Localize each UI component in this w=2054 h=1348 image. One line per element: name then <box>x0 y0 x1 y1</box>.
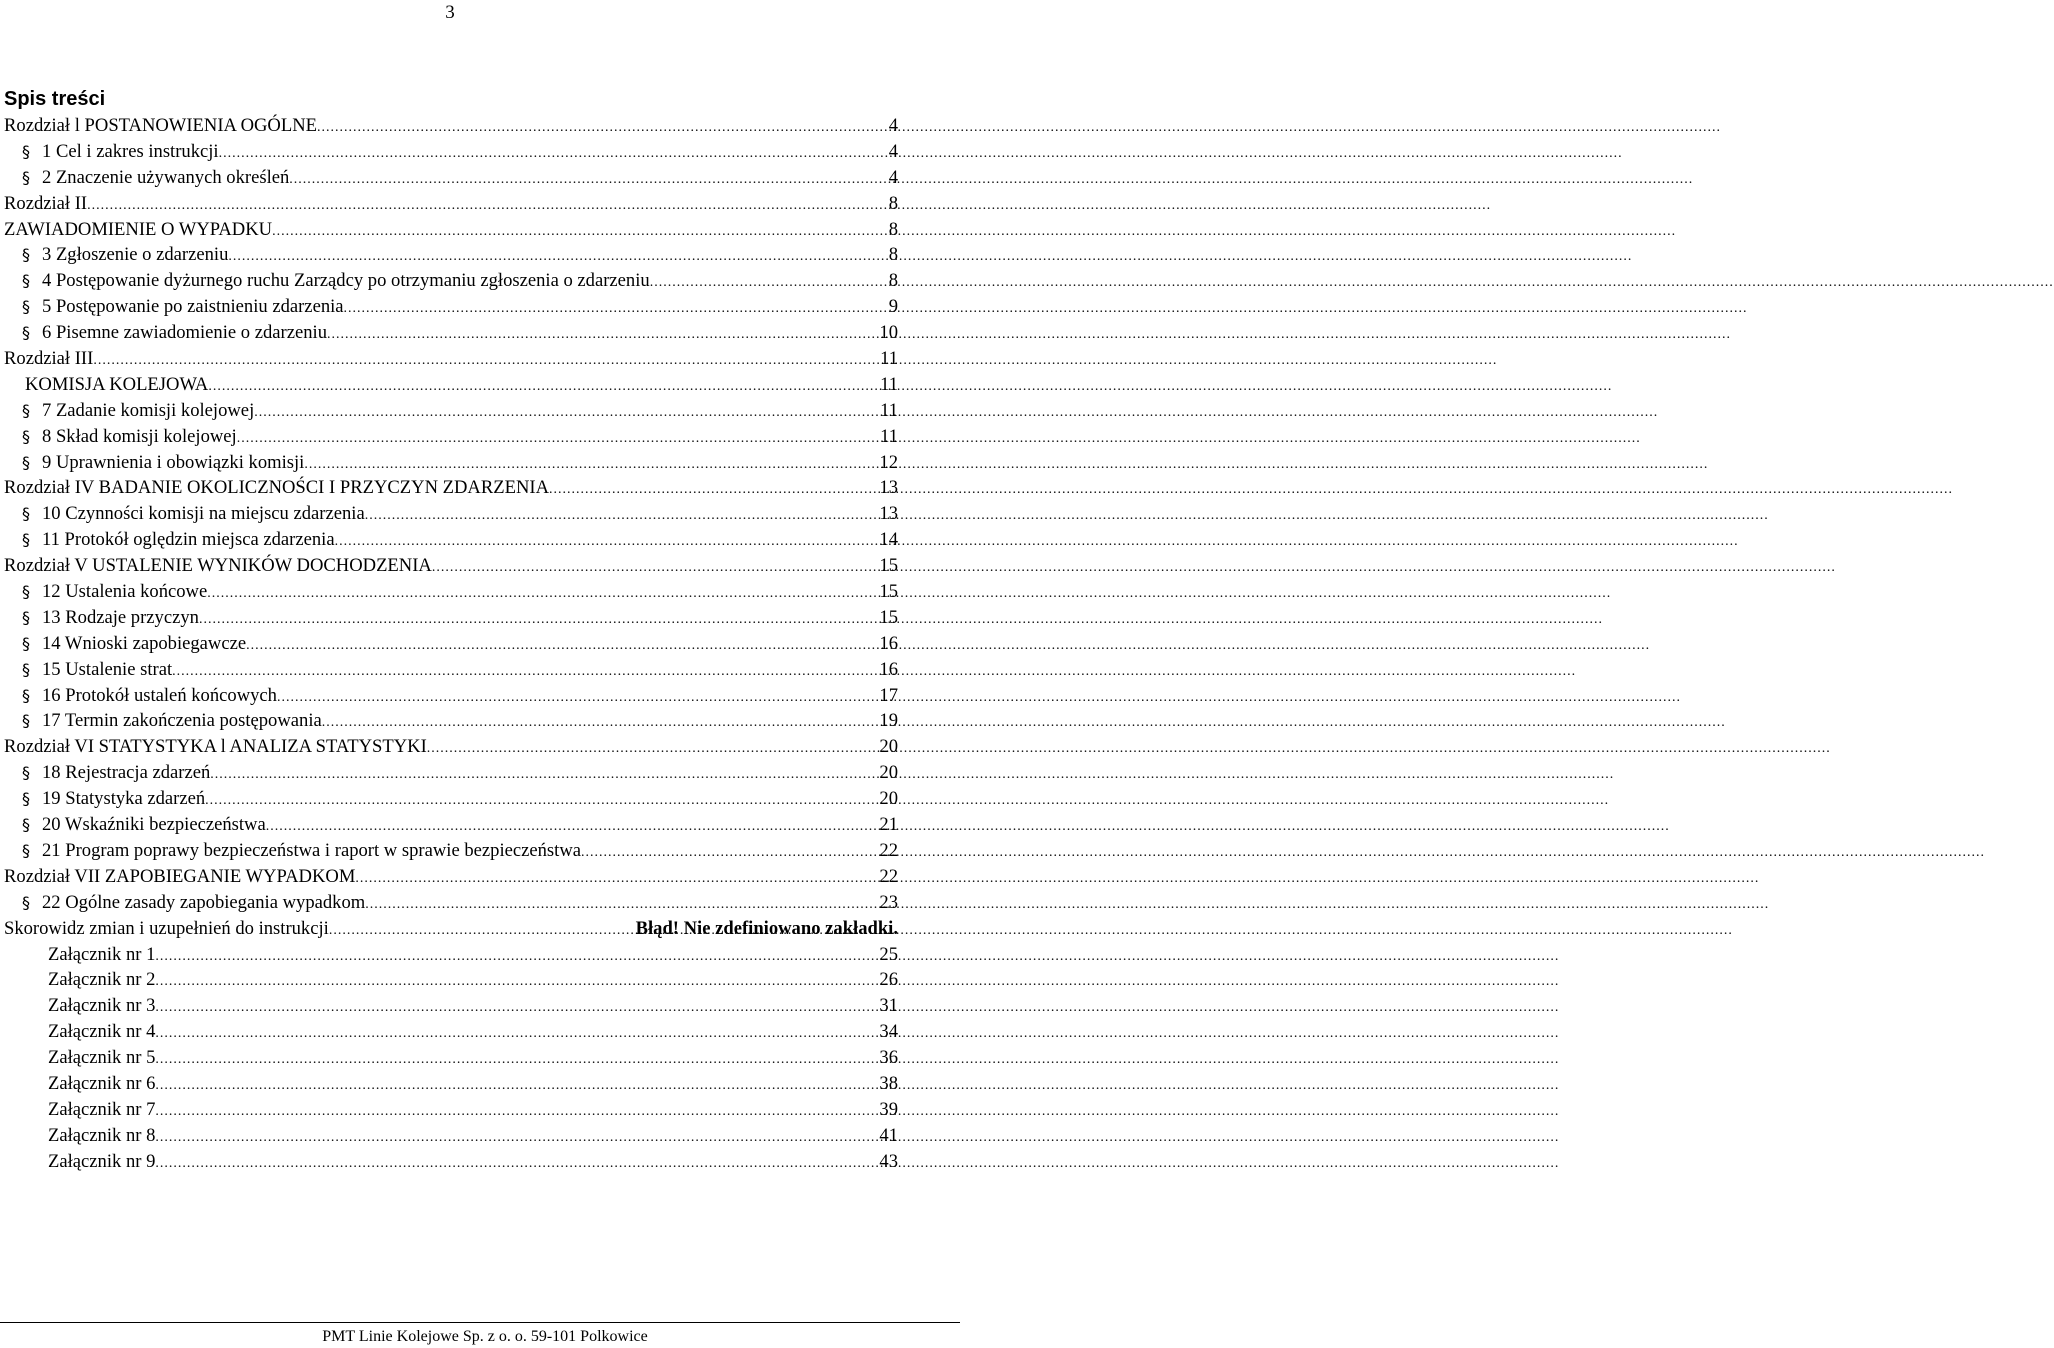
toc-entry-page: 22 <box>879 865 898 887</box>
section-sign-icon: § <box>22 167 30 187</box>
dot-leader <box>289 167 885 193</box>
dot-leader <box>365 892 876 918</box>
toc-entry-label: Rozdział VI STATYSTYKA l ANALIZA STATYSTYKI <box>4 736 427 758</box>
toc-entry-page: 10 <box>879 322 898 344</box>
table-of-contents <box>4 113 898 1175</box>
toc-entry-label: 14 Wnioski zapobiegawcze <box>42 632 247 654</box>
toc-entry-label: Załącznik nr 9 <box>48 1150 156 1172</box>
toc-entry-page: 12 <box>879 451 898 473</box>
toc-section-link[interactable] <box>4 527 898 553</box>
toc-entry-label: Załącznik nr 1 <box>48 943 156 965</box>
dot-leader <box>329 918 633 944</box>
footer-divider <box>0 1322 960 1323</box>
toc-appendix-link[interactable] <box>4 1097 898 1123</box>
toc-entry-label: ZAWIADOMIENIE O WYPADKU <box>4 218 273 240</box>
toc-entry-label: Załącznik nr 3 <box>48 995 156 1017</box>
toc-entry-label: 7 Zadanie komisji kolejowej <box>42 399 255 421</box>
dot-leader <box>365 503 877 529</box>
dot-leader <box>155 1151 876 1177</box>
toc-entry-page: 11 <box>880 425 898 447</box>
toc-chapter-link[interactable] <box>4 191 898 217</box>
toc-entry-page: 8 <box>888 218 898 240</box>
dot-leader <box>208 374 877 400</box>
dot-leader <box>327 322 876 348</box>
dot-leader <box>277 685 876 711</box>
toc-entry-label: Załącznik nr 7 <box>48 1098 156 1120</box>
section-sign-icon: § <box>22 685 30 705</box>
dot-leader <box>155 1099 876 1125</box>
toc-section-link[interactable] <box>4 890 898 916</box>
toc-entry-page: 11 <box>880 348 898 370</box>
toc-entry-page: 41 <box>879 1124 898 1146</box>
toc-entry-label: KOMISJA KOLEJOWA <box>25 373 209 395</box>
dot-leader <box>155 969 876 995</box>
toc-entry-page: 23 <box>879 891 898 913</box>
toc-entry-page: 8 <box>888 244 898 266</box>
toc-entry-page: 16 <box>879 632 898 654</box>
toc-chapter-link[interactable] <box>4 734 898 760</box>
section-sign-icon: § <box>22 633 30 653</box>
toc-entry-page: 15 <box>879 555 898 577</box>
toc-section-link[interactable] <box>4 424 898 450</box>
toc-entry-label: 6 Pisemne zawiadomienie o zdarzeniu <box>42 322 327 344</box>
dot-leader <box>272 219 886 245</box>
toc-entry-label: 2 Znaczenie używanych określeń <box>42 166 290 188</box>
toc-entry-label: Załącznik nr 2 <box>48 969 156 991</box>
toc-appendix-link[interactable] <box>4 1045 898 1071</box>
toc-entry-label: Rozdział l POSTANOWIENIA OGÓLNE <box>4 115 318 136</box>
section-sign-icon: § <box>22 763 30 783</box>
toc-entry-page: 15 <box>879 581 898 603</box>
toc-entry-label: 5 Postępowanie po zaistnieniu zdarzenia <box>42 296 344 318</box>
section-sign-icon: § <box>22 245 30 265</box>
dot-leader <box>427 736 877 762</box>
toc-entry-page: 26 <box>879 969 898 991</box>
toc-section-link[interactable] <box>4 139 898 165</box>
toc-entry-label: 8 Skład komisji kolejowej <box>42 425 237 447</box>
toc-entry-page: 25 <box>879 943 898 965</box>
section-sign-icon: § <box>22 892 30 912</box>
toc-section-link[interactable] <box>4 398 898 424</box>
toc-appendix-link[interactable] <box>4 1123 898 1149</box>
toc-entry-label: Skorowidz zmian i uzupełnień do instrukcji <box>4 917 329 939</box>
toc-entry-page: 38 <box>879 1072 898 1094</box>
dot-leader <box>581 840 876 866</box>
toc-entry-page: 20 <box>879 788 898 810</box>
dot-leader <box>237 426 877 452</box>
section-sign-icon: § <box>22 840 30 860</box>
toc-appendix-link[interactable] <box>4 1149 898 1175</box>
toc-section-link[interactable] <box>4 708 898 734</box>
section-sign-icon: § <box>22 426 30 446</box>
toc-chapter-link[interactable] <box>4 475 898 501</box>
dot-leader <box>355 866 876 892</box>
toc-section-link[interactable] <box>4 294 898 320</box>
section-sign-icon: § <box>22 582 30 602</box>
toc-section-link[interactable] <box>4 812 898 838</box>
toc-section-link[interactable] <box>4 501 898 527</box>
toc-entry-label: Załącznik nr 5 <box>48 1047 156 1069</box>
toc-entry-label: 12 Ustalenia końcowe <box>42 581 208 603</box>
section-sign-icon: § <box>22 297 30 317</box>
dot-leader <box>304 452 876 478</box>
section-sign-icon: § <box>22 141 30 161</box>
toc-entry-label: 17 Termin zakończenia postępowania <box>42 710 322 732</box>
dot-leader <box>317 115 886 141</box>
toc-entry-label: 21 Program poprawy bezpieczeństwa i raport w sprawie bezpieczeństwa <box>42 839 582 861</box>
section-sign-icon: § <box>22 323 30 343</box>
toc-entry-page: 34 <box>879 1021 898 1043</box>
toc-entry-label: 13 Rodzaje przyczyn <box>42 606 199 628</box>
dot-leader <box>266 814 877 840</box>
toc-entry-label: Rozdział IV BADANIE OKOLICZNOŚCI I PRZYCZYN ZDARZENIA <box>4 477 550 499</box>
toc-entry-page: 15 <box>879 606 898 628</box>
section-sign-icon: § <box>22 452 30 472</box>
toc-entry-label: 18 Rejestracja zdarzeń <box>42 762 211 784</box>
toc-entry-label: 15 Ustalenie strat <box>42 658 173 680</box>
toc-section-link[interactable] <box>4 838 898 864</box>
toc-entry-page: 11 <box>880 399 898 421</box>
dot-leader <box>155 1021 876 1047</box>
toc-entry-label: Załącznik nr 6 <box>48 1072 156 1094</box>
toc-section-link[interactable] <box>4 165 898 191</box>
section-sign-icon: § <box>22 659 30 679</box>
toc-entry-page: 4 <box>888 166 898 188</box>
toc-entry-page: 8 <box>888 192 898 214</box>
toc-chapter-link[interactable] <box>4 346 898 372</box>
toc-entry-page: 16 <box>879 658 898 680</box>
section-sign-icon: § <box>22 789 30 809</box>
toc-section-link[interactable] <box>4 605 898 631</box>
toc-entry-label: 9 Uprawnienia i obowiązki komisji <box>42 451 305 473</box>
toc-entry-page: 14 <box>879 529 898 551</box>
page-footer <box>0 1326 960 1348</box>
toc-entry-page: 36 <box>879 1047 898 1069</box>
toc-entry-label: 16 Protokół ustaleń końcowych <box>42 684 277 706</box>
toc-chapter-link[interactable] <box>4 553 898 579</box>
dot-leader <box>205 788 876 814</box>
dot-leader <box>210 762 876 788</box>
dot-leader <box>155 1047 876 1073</box>
dot-leader <box>207 581 876 607</box>
dot-leader <box>246 633 876 659</box>
dot-leader <box>172 659 876 685</box>
toc-title: Spis treści <box>4 88 106 110</box>
section-sign-icon: § <box>22 815 30 835</box>
toc-entry-label: 10 Czynności komisji na miejscu zdarzenia <box>42 503 365 525</box>
toc-section-link[interactable] <box>4 268 898 294</box>
toc-entry-page: 19 <box>879 710 898 732</box>
toc-entry-page: 17 <box>879 684 898 706</box>
toc-appendix-link[interactable] <box>4 942 898 968</box>
dot-leader <box>219 141 886 167</box>
toc-entry-label: Rozdział II <box>4 192 88 214</box>
section-sign-icon: § <box>22 530 30 550</box>
toc-entry-label: 22 Ogólne zasady zapobiegania wypadkom <box>42 891 366 913</box>
toc-entry-page: 13 <box>879 503 898 525</box>
toc-entry-page: 39 <box>879 1098 898 1120</box>
toc-appendix-link[interactable] <box>4 967 898 993</box>
dot-leader <box>322 710 877 736</box>
toc-entry-page: 21 <box>879 814 898 836</box>
dot-leader <box>155 995 876 1021</box>
dot-leader <box>549 477 876 503</box>
toc-appendix-link[interactable] <box>4 1019 898 1045</box>
section-sign-icon: § <box>22 504 30 524</box>
toc-entry-label: Rozdział V USTALENIE WYNIKÓW DOCHODZENIA <box>4 555 432 577</box>
toc-entry-label: 20 Wskaźniki bezpieczeństwa <box>42 814 266 836</box>
dot-leader <box>199 607 876 633</box>
toc-section-link[interactable] <box>4 450 898 476</box>
toc-section-link[interactable] <box>4 760 898 786</box>
toc-section-link[interactable] <box>4 657 898 683</box>
toc-appendix-link[interactable] <box>4 993 898 1019</box>
toc-entry-label: Załącznik nr 4 <box>48 1021 156 1043</box>
dot-leader <box>254 400 877 426</box>
toc-section-link[interactable] <box>4 683 898 709</box>
dot-leader <box>155 1073 876 1099</box>
section-sign-icon: § <box>22 400 30 420</box>
toc-entry-page: 22 <box>879 839 898 861</box>
dot-leader <box>87 193 886 219</box>
toc-entry-label: Rozdział VII ZAPOBIEGANIE WYPADKOM <box>4 865 356 887</box>
toc-entry-page: 20 <box>879 736 898 758</box>
toc-entry-page: 20 <box>879 762 898 784</box>
toc-entry-label: 3 Zgłoszenie o zdarzeniu <box>42 244 229 266</box>
dot-leader <box>155 1125 876 1151</box>
toc-section-link[interactable] <box>4 631 898 657</box>
toc-entry-label: 4 Postępowanie dyżurnego ruchu Zarządcy po otrzymaniu zgłoszenia o zdarzeniu <box>42 270 650 292</box>
dot-leader <box>432 555 877 581</box>
toc-entry-page: 9 <box>888 296 898 318</box>
toc-section-link[interactable] <box>4 242 898 268</box>
toc-entry-page: 4 <box>888 140 898 162</box>
dot-leader <box>228 244 885 270</box>
toc-entry-page: Błąd! Nie zdefiniowano zakładki. <box>635 917 898 939</box>
footer-text: PMT Linie Kolejowe Sp. z o. o. 59-101 Polkowice <box>322 1328 648 1345</box>
toc-appendix-link[interactable] <box>4 1071 898 1097</box>
section-sign-icon: § <box>22 607 30 627</box>
toc-entry-page: 11 <box>880 373 898 395</box>
dot-leader <box>335 529 877 555</box>
toc-chapter-link[interactable] <box>4 916 898 942</box>
toc-entry-label: 11 Protokół oględzin miejsca zdarzenia <box>42 529 335 551</box>
toc-chapter-link[interactable] <box>4 372 898 398</box>
section-sign-icon: § <box>22 711 30 731</box>
toc-entry-label: 19 Statystyka zdarzeń <box>42 788 206 810</box>
dot-leader <box>650 270 886 296</box>
toc-chapter-link[interactable] <box>4 113 898 139</box>
toc-entry-page: 4 <box>888 115 898 136</box>
section-sign-icon: § <box>22 271 30 291</box>
toc-entry-page: 13 <box>879 477 898 499</box>
toc-entry-label: Załącznik nr 8 <box>48 1124 156 1146</box>
dot-leader <box>93 348 877 374</box>
toc-chapter-link[interactable] <box>4 217 898 243</box>
toc-entry-label: 1 Cel i zakres instrukcji <box>42 140 219 162</box>
page-number: 3 <box>445 2 455 23</box>
toc-entry-page: 43 <box>879 1150 898 1172</box>
dot-leader <box>155 944 876 970</box>
toc-entry-page: 31 <box>879 995 898 1017</box>
toc-section-link[interactable] <box>4 320 898 346</box>
toc-section-link[interactable] <box>4 579 898 605</box>
toc-entry-page: 8 <box>888 270 898 292</box>
toc-section-link[interactable] <box>4 786 898 812</box>
dot-leader <box>344 296 886 322</box>
toc-chapter-link[interactable] <box>4 864 898 890</box>
toc-entry-label: Rozdział III <box>4 348 94 370</box>
